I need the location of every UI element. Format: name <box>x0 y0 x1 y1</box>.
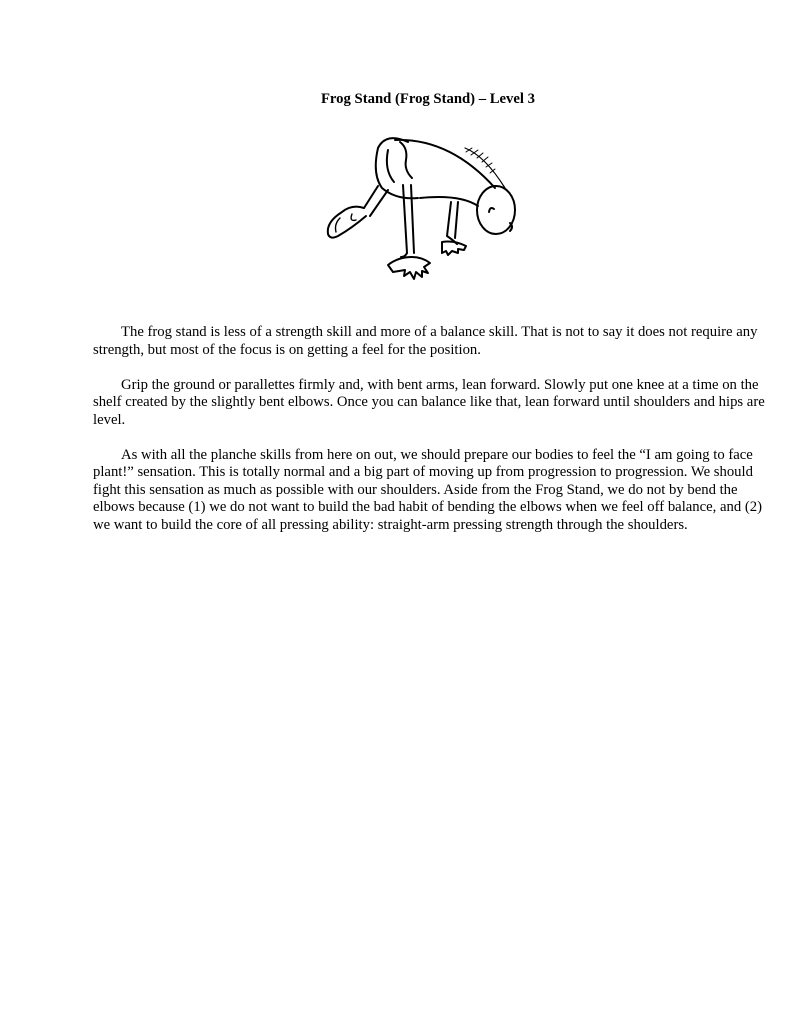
figure-left-arm <box>401 185 407 257</box>
frog-stand-figure-icon <box>318 130 528 290</box>
figure-hair <box>465 148 505 188</box>
page-title: Frog Stand (Frog Stand) – Level 3 <box>320 91 536 107</box>
figure-hip <box>400 142 412 178</box>
body-text <box>93 324 768 552</box>
paragraph-1: The frog stand is less of a strength skill and more of a balance skill. That is not to say it does not require any strength, but most of the focus is on getting a feel for the position. <box>93 324 758 358</box>
figure-left-arm-inner <box>411 185 414 253</box>
figure-left-hand <box>388 257 430 279</box>
figure-foot <box>328 207 366 238</box>
figure-right-hand <box>442 242 466 256</box>
paragraph-3: As with all the planche skills from here on out, we should prepare our bodies to feel the “I am going to face plant!” sensation. This is totally normal and a big part of moving up from progression to progression. We should fight this sensation as much as possible with our shoulders. Aside from the Frog Stand, we do not by bend the elbows because (1) we do not want to build the bad habit of bending the elbows when we feel off balance, and (2) we want to build the core of all pressing ability: straight-arm pressing strength through the shoulders. <box>93 446 763 533</box>
figure-belly <box>420 197 478 206</box>
figure-right-arm-inner <box>455 202 458 238</box>
figure-back <box>395 140 495 188</box>
paragraph-2: Grip the ground or parallettes firmly and, with bent arms, lean forward. Slowly put one knee at a time on the shelf created by the slightly bent elbows. Once you can balance like that, lean forward until shoulders and hips are level. <box>93 376 765 428</box>
figure-thigh-inner <box>387 150 394 182</box>
figure-head <box>477 186 515 234</box>
